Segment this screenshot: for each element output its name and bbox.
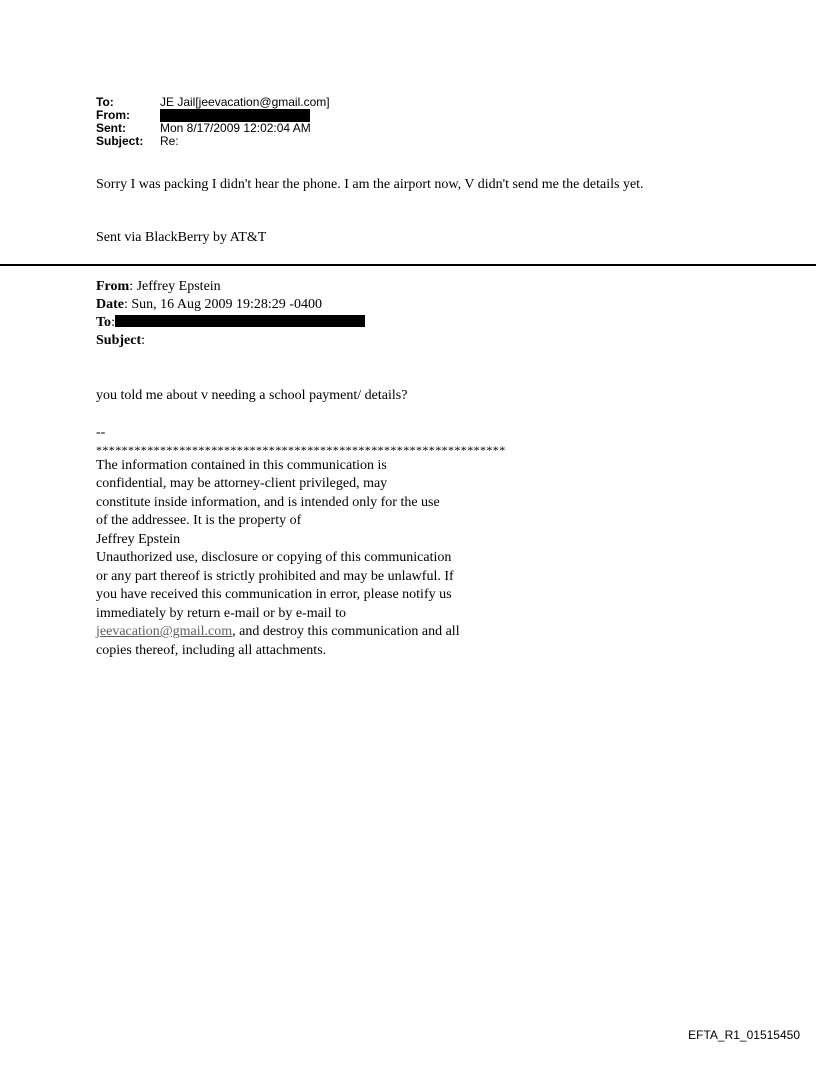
forwarded-date-row [96, 296, 365, 314]
forwarded-body: you told me about v needing a school payment/ details? [96, 388, 408, 403]
disclaimer-text-end: , and destroy this communication and all copies thereof, including all attachments. [96, 624, 460, 658]
forwarded-date-label: Date [96, 297, 124, 312]
disclaimer-stars: **************************************************************** [96, 442, 506, 457]
forwarded-to-row [96, 314, 365, 332]
disclaimer-owner: Jeffrey Epstein [96, 531, 181, 547]
disclaimer [96, 424, 616, 660]
sent-label: Sent: [96, 121, 126, 135]
forwarded-to-value: : [111, 315, 115, 330]
disclaimer-text-2 [96, 549, 466, 660]
disclaimer-text-mid: Unauthorized use, disclosure or copying of this communication or any part thereof is strictly prohibited and may be unlawful. If you have received this communication in error, please notify us immediately by return e-mail or by e-mail to [96, 550, 454, 621]
document-id: EFTA_R1_01515450 [688, 1028, 800, 1042]
forwarded-to-label: To [96, 315, 112, 330]
forwarded-header [96, 278, 365, 350]
sent-value: Mon 8/17/2009 12:02:04 AM [160, 121, 311, 135]
divider [0, 264, 816, 266]
to-label: To: [96, 95, 114, 109]
reply-body: Sorry I was packing I didn't hear the phone. I am the airport now, V didn't send me the details yet. [96, 177, 644, 192]
forwarded-from-row [96, 278, 365, 296]
forwarded-from-value: : Jeffrey Epstein [129, 279, 221, 294]
forwarded-subject-value: : [141, 333, 146, 348]
from-label: From: [96, 108, 130, 122]
redaction-bar [115, 315, 365, 327]
email-link[interactable]: jeevacation@gmail.com [96, 624, 233, 639]
forwarded-from-label: From [96, 279, 130, 294]
forwarded-subject-row [96, 332, 365, 350]
email-header [96, 96, 330, 148]
forwarded-subject-label: Subject [96, 333, 142, 348]
forwarded-date-value: : Sun, 16 Aug 2009 19:28:29 -0400 [124, 297, 322, 312]
to-value: JE Jail[jeevacation@gmail.com] [160, 95, 330, 109]
subject-value: Re: [160, 134, 179, 148]
subject-label: Subject: [96, 134, 144, 148]
disclaimer-dashes: -- [96, 425, 106, 440]
header-subject-row [96, 135, 330, 148]
header-to-row [96, 96, 330, 109]
reply-signature: Sent via BlackBerry by AT&T [96, 230, 267, 245]
disclaimer-text-1: The information contained in this communication is confidential, may be attorney-client privileged, may constitute inside information, and is intended only for the use of the addressee. It is the property of [96, 457, 440, 528]
